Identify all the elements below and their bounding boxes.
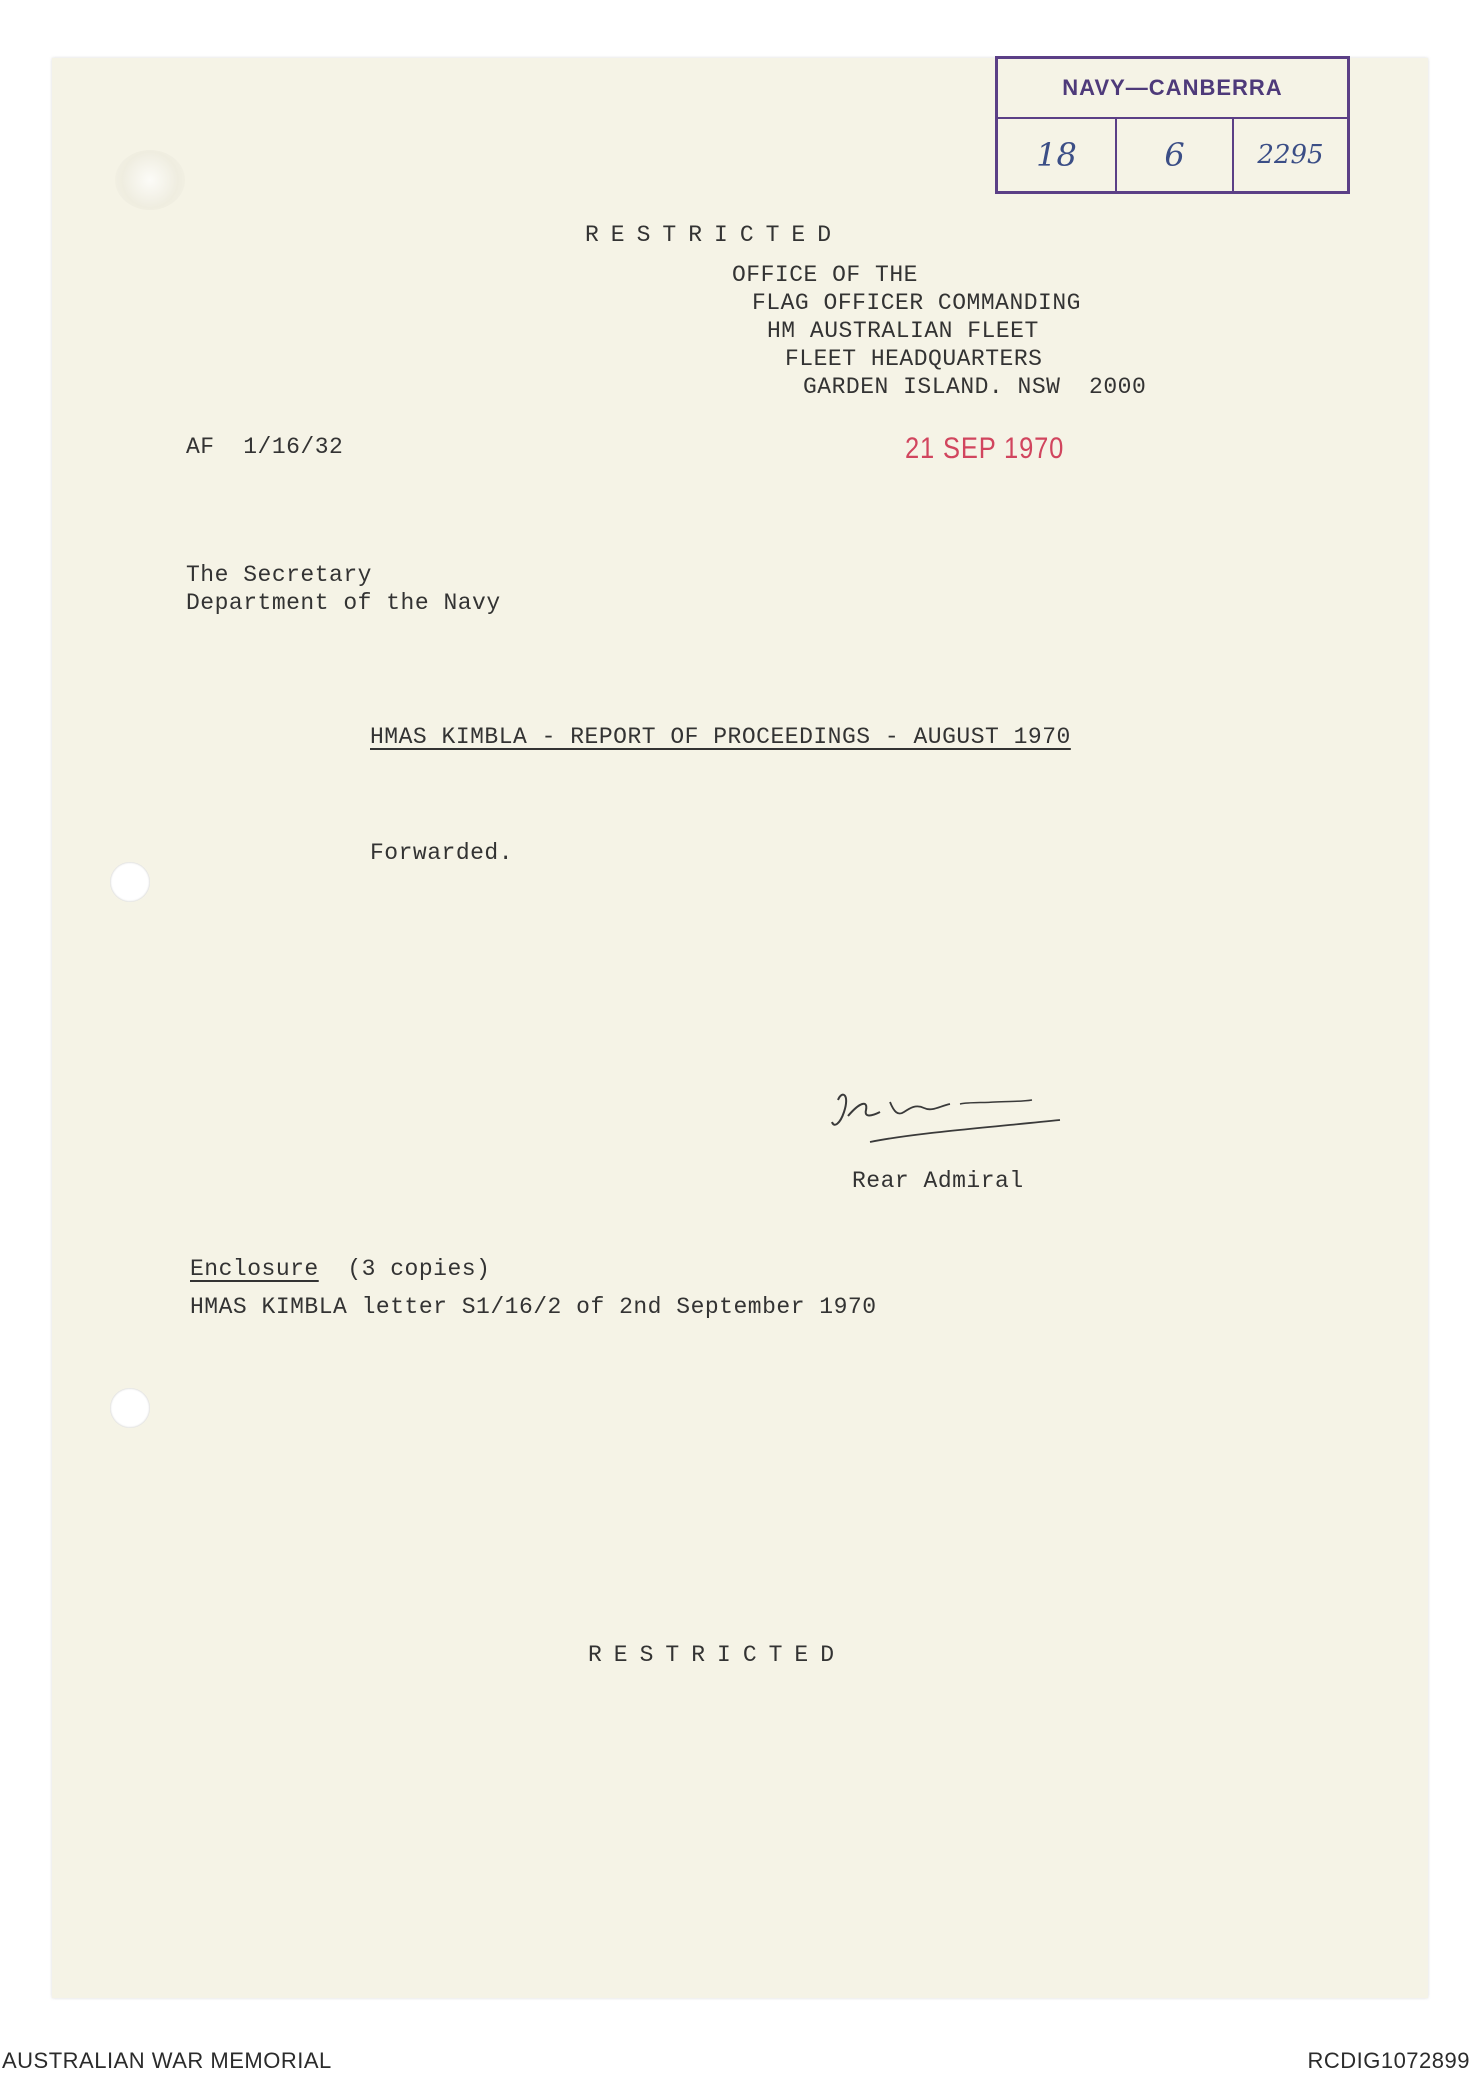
file-reference: AF 1/16/32	[186, 434, 344, 460]
address-line: FLEET HEADQUARTERS	[785, 346, 1043, 372]
address-line: HM AUSTRALIAN FLEET	[767, 318, 1039, 344]
date-stamp: 21 SEP 1970	[905, 432, 1065, 465]
enclosure-heading	[190, 1256, 490, 1282]
footer-source: AUSTRALIAN WAR MEMORIAL	[2, 2048, 332, 2073]
subject-line: HMAS KIMBLA - REPORT OF PROCEEDINGS - AUGUST 1970	[370, 724, 1071, 750]
stamp-title: NAVY—CANBERRA	[998, 59, 1347, 119]
document-page	[52, 58, 1428, 1998]
received-stamp	[995, 56, 1350, 194]
stamp-cell-number: 2295	[1257, 140, 1324, 170]
enclosure-label: Enclosure	[190, 1256, 319, 1282]
recipient-title: The Secretary	[186, 562, 372, 588]
stamp-cell-day: 18	[1036, 136, 1077, 174]
classification-top: RESTRICTED	[585, 222, 844, 248]
enclosure-description: HMAS KIMBLA letter S1/16/2 of 2nd September 1970	[190, 1294, 877, 1320]
address-line: FLAG OFFICER COMMANDING	[752, 290, 1081, 316]
signature-image	[820, 1072, 1070, 1152]
address-line: OFFICE OF THE	[732, 262, 918, 288]
enclosure-copies: (3 copies)	[347, 1256, 491, 1282]
stamp-cell-month: 6	[1164, 136, 1185, 174]
classification-bottom: RESTRICTED	[588, 1642, 847, 1668]
punch-hole	[110, 1388, 150, 1428]
embossed-seal	[115, 150, 185, 210]
recipient-department: Department of the Navy	[186, 590, 501, 616]
punch-hole	[110, 862, 150, 902]
address-line: GARDEN ISLAND. NSW 2000	[803, 374, 1147, 400]
signatory-title: Rear Admiral	[852, 1168, 1024, 1194]
body-text: Forwarded.	[370, 840, 514, 866]
footer-id: RCDIG1072899	[1307, 2048, 1470, 2073]
